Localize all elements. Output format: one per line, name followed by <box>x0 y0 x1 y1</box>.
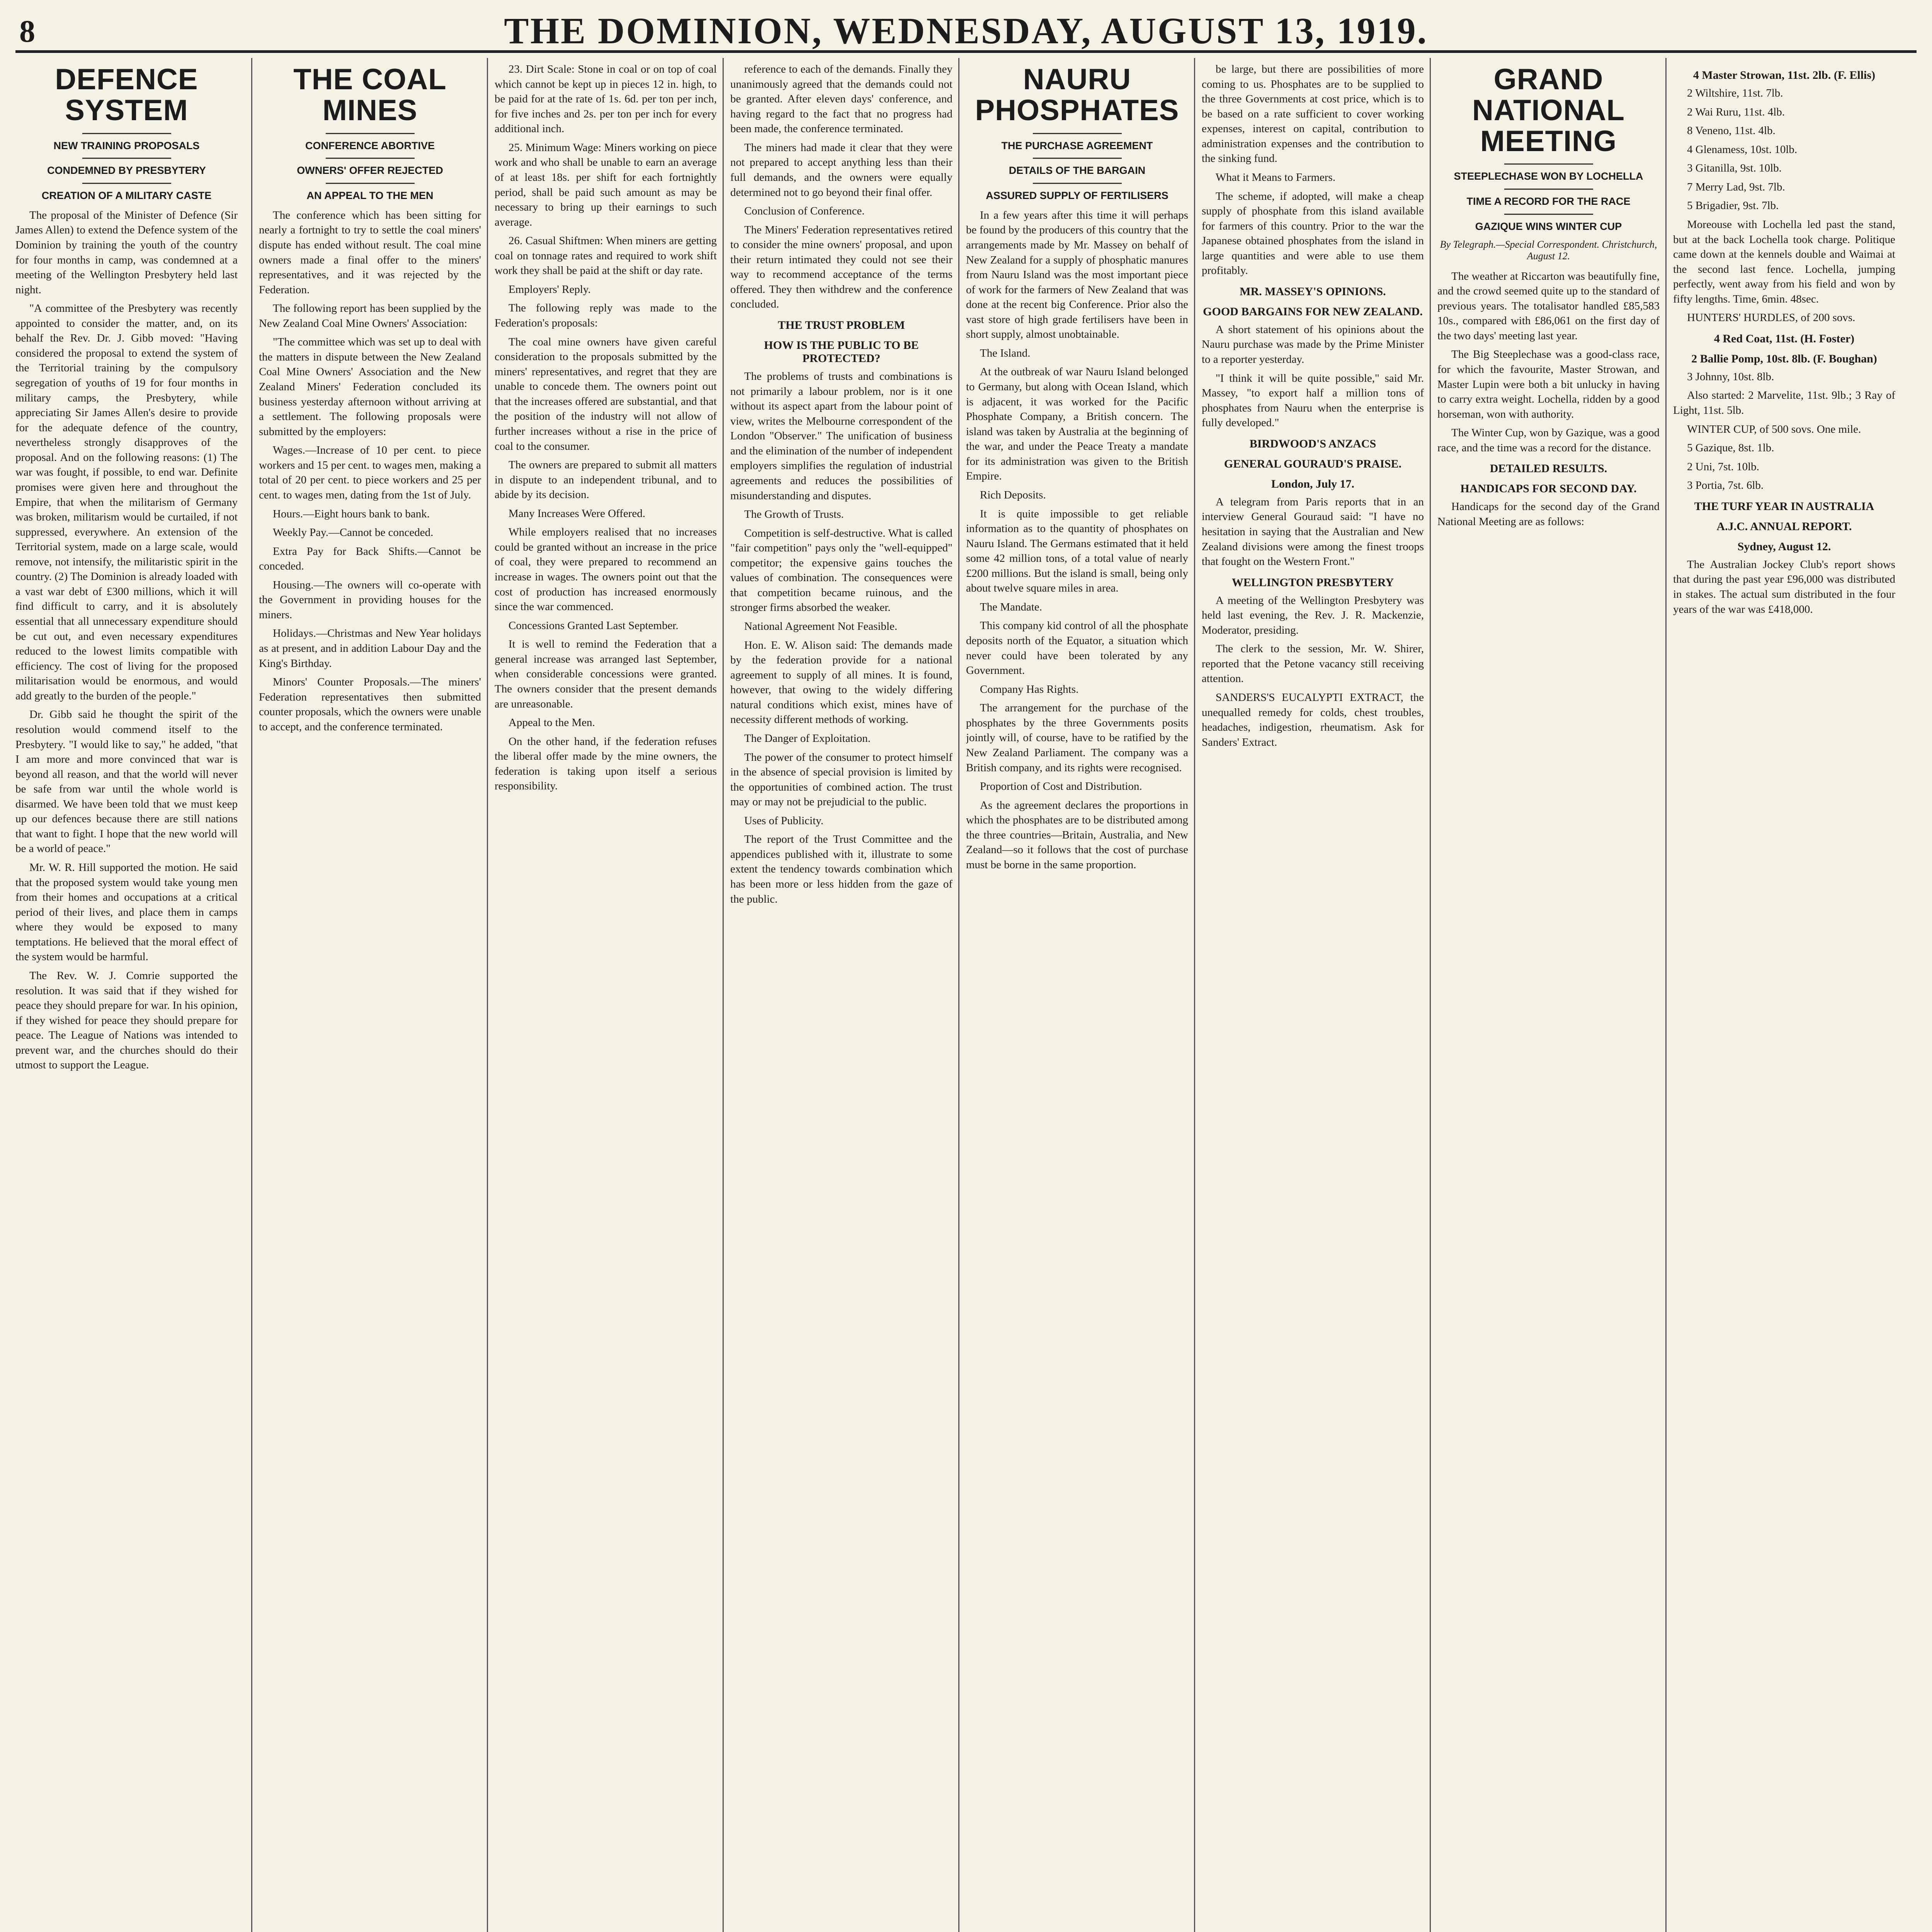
article-paragraph: While employers realised that no increases could be granted without an increase in the price of coal, they were prepared to recommend an increase in wages. The owners point out that the cost of production has increased enormously since the war commenced. <box>495 526 717 613</box>
article-paragraph: 3 Portia, 7st. 6lb. <box>1687 479 1764 492</box>
article-paragraph: The clerk to the session, Mr. W. Shirer, reported that the Petone vacancy still receiving attention. <box>1202 643 1424 685</box>
article-paragraph: Competition is self-destructive. What is called "fair competition" pays only the "well-equipped" competitor; the expensive gains touches the values of combination. The consequences were that competition became ruinous, and the stronger firms absorbed the weaker. <box>730 527 952 614</box>
article-deck: OWNERS' OFFER REJECTED <box>297 165 443 177</box>
article-paragraph: The weather at Riccarton was beautifully fine, and the crowd seemed quite up to the standard of previous years. The totalisator handled £85,583 10s., compared with £86,061 on the first day of the two days' meeting last year. <box>1437 270 1660 342</box>
article-deck: NEW TRAINING PROPOSALS <box>53 139 200 151</box>
article-paragraph: Appeal to the Men. <box>509 716 595 729</box>
article-paragraph: reference to each of the demands. Finally they unanimously agreed that the demands could not be granted. After eleven days' conference, and having regard to the fact that no progress had been made, the conference terminated. <box>730 63 952 135</box>
article-paragraph: The Rev. W. J. Comrie supported the resolution. It was said that if they wished for peace they should prepare for war. In his opinion, if they wished for peace they should prepare for peace. The League of Nations was intended to prevent war, and the churches should do their utmost to support the League. <box>15 969 238 1071</box>
article-paragraph: Employers' Reply. <box>509 283 591 296</box>
deck-divider <box>1504 214 1593 215</box>
subheading: HOW IS THE PUBLIC TO BE PROTECTED? <box>764 339 919 365</box>
article-paragraph: 4 Glenamess, 10st. 10lb. <box>1687 143 1798 156</box>
deck-divider <box>1033 158 1122 159</box>
article-paragraph: The owners are prepared to submit all matters in dispute to an independent tribunal, and to abide by its decision. <box>495 459 717 501</box>
article-paragraph: The scheme, if adopted, will make a cheap supply of phosphate from this island available for farmers of this country. Prior to the war the Japanese obtained phosphates from the island in large quantities and were able to use them profitably. <box>1202 190 1424 277</box>
subheading: BIRDWOOD'S ANZACS <box>1249 437 1376 450</box>
article-paragraph: Concessions Granted Last September. <box>509 619 679 632</box>
article-paragraph: 2 Wai Ruru, 11st. 4lb. <box>1687 105 1785 118</box>
article-paragraph: The Danger of Exploitation. <box>744 732 871 745</box>
subheading: GOOD BARGAINS FOR NEW ZEALAND. <box>1203 305 1423 318</box>
article-headline: NAURU PHOSPHATES <box>975 63 1179 127</box>
subheading: 2 Ballie Pomp, 10st. 8lb. (F. Boughan) <box>1691 352 1877 365</box>
article-paragraph: "I think it will be quite possible," said Mr. Massey, "to export half a million tons of phosphates from Nauru when the enterprise is fully developed." <box>1202 372 1424 429</box>
article-column <box>259 62 481 1932</box>
subheading: London, July 17. <box>1271 477 1355 490</box>
article-paragraph: Weekly Pay.—Cannot be conceded. <box>273 526 434 539</box>
deck-divider <box>82 183 171 184</box>
article-paragraph: Uses of Publicity. <box>744 814 824 827</box>
article-column <box>495 62 717 1932</box>
article-paragraph: A telegram from Paris reports that in an interview General Gouraud said: "I have no hesitation in saying that the Australian and New Zealand divisions were among the finest troops that fought on the Western Front." <box>1202 495 1424 568</box>
subheading: A.J.C. ANNUAL REPORT. <box>1716 520 1852 533</box>
article-paragraph: 5 Gazique, 8st. 1lb. <box>1687 442 1774 454</box>
deck-divider <box>1504 163 1593 165</box>
subheading: DETAILED RESULTS. <box>1490 462 1607 475</box>
article-column <box>730 62 952 1932</box>
article-deck: AN APPEAL TO THE MEN <box>306 190 434 202</box>
article-paragraph: be large, but there are possibilities of more coming to us. Phosphates are to be supplied to the three Governments at cost price, which is to be based on a rate sufficient to cover working expenses, interest on capital, contribution to administration expenses and the contribution to the sinking fund. <box>1202 63 1424 165</box>
article-paragraph: 26. Casual Shiftmen: When miners are getting coal on tonnage rates and required to work shift work they shall be paid at the shift or day rate. <box>495 235 717 277</box>
article-paragraph: Holidays.—Christmas and New Year holidays as at present, and in addition Labour Day and the King's Birthday. <box>259 627 481 670</box>
subheading: 4 Master Strowan, 11st. 2lb. (F. Ellis) <box>1693 69 1876 82</box>
article-deck: GAZIQUE WINS WINTER CUP <box>1475 220 1622 232</box>
article-headline: DEFENCE SYSTEM <box>55 63 198 127</box>
article-paragraph: The following report has been supplied by the New Zealand Coal Mine Owners' Association: <box>259 302 481 330</box>
column-rule <box>958 58 959 1932</box>
article-deck: THE PURCHASE AGREEMENT <box>1001 139 1153 151</box>
article-paragraph: WINTER CUP, of 500 sovs. One mile. <box>1687 423 1861 435</box>
column-rule <box>1194 58 1195 1932</box>
article-paragraph: What it Means to Farmers. <box>1216 171 1336 184</box>
article-paragraph: 3 Gitanilla, 9st. 10lb. <box>1687 162 1782 175</box>
column-rule <box>1665 58 1667 1932</box>
article-paragraph: 3 Johnny, 10st. 8lb. <box>1687 370 1774 383</box>
column-rule <box>1430 58 1431 1932</box>
article-paragraph: This company kid control of all the phosphate deposits north of the Equator, a situation which never could have been tolerated by any Government. <box>966 619 1188 677</box>
article-paragraph: 2 Wiltshire, 11st. 7lb. <box>1687 87 1783 99</box>
deck-divider <box>326 158 415 159</box>
deck-divider <box>82 133 171 134</box>
subheading: MR. MASSEY'S OPINIONS. <box>1240 285 1386 298</box>
article-paragraph: Mr. W. R. Hill supported the motion. He said that the proposed system would take young men from their homes and occupations at a critical period of their lives, and place them in camps where they would be exposed to many temptations. He believed that the moral effect of the system would be harmful. <box>15 861 238 963</box>
article-paragraph: The miners had made it clear that they were not prepared to accept anything less than their full demands, and the owners were equally determined not to go beyond their final offer. <box>730 141 952 199</box>
article-paragraph: The Growth of Trusts. <box>744 508 844 521</box>
article-paragraph: A short statement of his opinions about the Nauru purchase was made by the Prime Minister to a reporter yesterday. <box>1202 323 1424 366</box>
article-column <box>966 62 1188 1932</box>
article-paragraph: A meeting of the Wellington Presbytery was held last evening, the Rev. J. R. Mackenzie, Moderator, presiding. <box>1202 594 1424 636</box>
article-paragraph: 2 Uni, 7st. 10lb. <box>1687 460 1759 473</box>
subheading: THE TURF YEAR IN AUSTRALIA <box>1694 500 1874 513</box>
article-column <box>1673 62 1895 1932</box>
article-deck: DETAILS OF THE BARGAIN <box>1009 165 1146 177</box>
article-paragraph: The Island. <box>980 347 1031 359</box>
subheading: HANDICAPS FOR SECOND DAY. <box>1460 482 1637 495</box>
article-paragraph: The Mandate. <box>980 600 1043 613</box>
article-paragraph: Extra Pay for Back Shifts.—Cannot be conceded. <box>259 545 481 573</box>
article-paragraph: Rich Deposits. <box>980 488 1046 501</box>
article-paragraph: At the outbreak of war Nauru Island belonged to Germany, but along with Ocean Island, which is adjacent, it was worked for the Pacific Phosphate Company, a British concern. The island was taken by Australia at the beginning of the war, and under the Peace Treaty a mandate for its administration was given to the British Empire. <box>966 366 1188 483</box>
article-paragraph: The Miners' Federation representatives retired to consider the mine owners' proposal, and upon their return intimated they could not see their way to recommend acceptance of the terms offered. They then withdrew and the conference concluded. <box>730 223 952 311</box>
article-deck: CREATION OF A MILITARY CASTE <box>41 190 212 202</box>
article-paragraph: Hours.—Eight hours bank to bank. <box>273 507 430 520</box>
article-paragraph: National Agreement Not Feasible. <box>744 620 898 633</box>
article-paragraph: HUNTERS' HURDLES, of 200 sovs. <box>1687 311 1855 324</box>
masthead-title: THE DOMINION, WEDNESDAY, AUGUST 13, 1919. <box>504 10 1428 51</box>
article-paragraph: The conference which has been sitting for nearly a fortnight to try to settle the coal miners' dispute has ended without result. The coal mine owners made a final offer to the miners' representatives, and it was rejected by the Federation. <box>259 209 481 296</box>
article-paragraph: Housing.—The owners will co-operate with the Government in providing houses for the miners. <box>259 578 481 621</box>
article-paragraph: The Big Steeplechase was a good-class race, for which the favourite, Master Strowan, and Master Lupin were both a bit unlucky in having to carry extra weight. Lochella, ridden by a good horseman, won with authority. <box>1437 348 1660 420</box>
article-paragraph: The proposal of the Minister of Defence (Sir James Allen) to extend the Defence system of the Dominion by training the youth of the country for four months in camp, was condemned at a meeting of the Wellington Presbytery held last night. <box>15 209 238 296</box>
subheading: 4 Red Coat, 11st. (H. Foster) <box>1714 332 1855 345</box>
article-paragraph: Hon. E. W. Alison said: The demands made by the federation provide for a national agreement to supply of all mines. It is found, however, that owing to the widely differing natural conditions which exist, mines have of necessity different methods of working. <box>730 639 952 726</box>
article-paragraph: The coal mine owners have given careful consideration to the proposals submitted by the miners' representatives, and regret that they are unable to concede them. The owners point out that the increases offered are substantial, and that the position of the industry will not allow of further increases without a rise in the price of coal to the consumer. <box>495 335 717 452</box>
article-deck: TIME A RECORD FOR THE RACE <box>1466 196 1631 207</box>
article-paragraph: 8 Veneno, 11st. 4lb. <box>1687 124 1776 137</box>
article-deck: CONDEMNED BY PRESBYTERY <box>47 165 206 177</box>
deck-divider <box>326 133 415 134</box>
subheading: Sydney, August 12. <box>1737 540 1831 553</box>
article-paragraph: SANDERS'S EUCALYPTI EXTRACT, the unequalled remedy for colds, chest troubles, headaches, indigestion, rheumatism. Ask for Sanders' Extract. <box>1202 691 1424 748</box>
article-paragraph: Conclusion of Conference. <box>744 205 865 218</box>
article-paragraph: Handicaps for the second day of the Grand National Meeting are as follows: <box>1437 500 1660 528</box>
article-byline: By Telegraph.—Special Correspondent. Christchurch, August 12. <box>1440 238 1657 262</box>
article-paragraph: "A committee of the Presbytery was recently appointed to consider the matter, and, on its behalf the Rev. Dr. J. Gibb moved: "Having considered the proposal to extend the system of the Territorial training by the compulsory segregation of youths of 19 for four months in military camps, the Presbytery, while appreciating Sir James Allen's desire to provide for the adequate defence of the country, nevertheless strongly disapproves of the proposal. And on the following reasons: (1) The war was fought, if possible, to end war. Definite promises were given here and throughout the Empire, that when the militarism of Germany was broken, militarism would be curtailed, if not suppressed, everywhere. An extension of the Territorial system, made on a large scale, would remove, not intensify, the militaristic spirit in the country. (2) The Dominion is already loaded with a vast war debt of £300 millions, which it will find difficult to carry, and it is absolutely essential that all unnecessary expenditure should be cut out, and even necessary expenditures reduced to the lowest limits compatible with efficiency. The cost of living for the proposed militarisation would be enormous, and would add greatly to the burden of the people." <box>15 302 238 702</box>
article-column <box>15 62 238 1932</box>
article-column <box>1437 62 1660 1932</box>
deck-divider <box>1504 189 1593 190</box>
article-paragraph: In a few years after this time it will perhaps be found by the producers of this country that the arrangements made by Mr. Massey on behalf of New Zealand for a supply of phosphatic manures from Nauru Island was the most important piece of work for the farmers of New Zealand that was done at the recent big Conference. Prior also the vast store of high grade fertilisers have been in short supply, almost unobtainable. <box>966 209 1188 341</box>
masthead <box>15 8 1917 53</box>
article-paragraph: 7 Merry Lad, 9st. 7lb. <box>1687 180 1785 193</box>
article-paragraph: Minors' Counter Proposals.—The miners' Federation representatives then submitted counter proposals, which the owners were unable to accept, and the conference terminated. <box>259 676 481 733</box>
article-paragraph: Moreouse with Lochella led past the stand, but at the back Lochella took charge. Politique came down at the kennels double and Waimai at the second last fence. Lochella, jumping perfectly, went away from his field and won by fifty lengths. Time, 6min. 48sec. <box>1673 218 1895 305</box>
article-column <box>1202 62 1424 1932</box>
article-deck: STEEPLECHASE WON BY LOCHELLA <box>1454 170 1643 182</box>
article-paragraph: The problems of trusts and combinations is not primarily a labour problem, nor is it one without its aspect apart from the labour point of view, writes the Melbourne correspondent of the London "Observer." The unification of business and the elimination of the number of independent employers simplifies the regulation of industrial agreements and reduces the possibilities of misunderstanding and disputes. <box>730 370 952 502</box>
article-paragraph: The report of the Trust Committee and the appendices published with it, illustrate to some extent the tendency towards combination which has been more or less hidden from the gaze of the public. <box>730 833 952 905</box>
article-paragraph: Wages.—Increase of 10 per cent. to piece workers and 15 per cent. to wages men, making a total of 20 per cent. to piece workers and 25 per cent. to wages men, dating from the 1st of July. <box>259 444 481 501</box>
column-rule <box>723 58 724 1932</box>
article-paragraph: Company Has Rights. <box>980 683 1079 696</box>
article-paragraph: 23. Dirt Scale: Stone in coal or on top of coal which cannot be kept up in pieces 12 in. high, to be paid for at the rate of 1s. 6d. per ton per inch, for five inches and 2s. per ton per inch for every additional inch. <box>495 63 717 135</box>
article-paragraph: On the other hand, if the federation refuses the liberal offer made by the mine owners, the federation is taking upon itself a serious responsibility. <box>495 735 717 793</box>
page-number: 8 <box>19 14 35 49</box>
subheading: WELLINGTON PRESBYTERY <box>1231 576 1394 589</box>
article-paragraph: The Australian Jockey Club's report shows that during the past year £96,000 was distributed in stakes. The actual sum distributed in the four years of the war was £418,000. <box>1673 558 1895 616</box>
article-paragraph: The arrangement for the purchase of the phosphates by the three Governments posits jointly will, of course, have to be ratified by the New Zealand Parliament. The company was a British company, and its rights were recognised. <box>966 702 1188 774</box>
article-paragraph: 25. Minimum Wage: Miners working on piece work and who shall be unable to earn an average of at least 18s. per shift for each fortnightly period, shall be paid such amount as may be necessary to bring up their earnings to such average. <box>495 141 717 228</box>
article-deck: ASSURED SUPPLY OF FERTILISERS <box>986 190 1168 202</box>
article-paragraph: Dr. Gibb said he thought the spirit of the resolution would commend itself to the Presbytery. "I would like to say," he added, "that I am more and more convinced that war is beyond all reason, and that the world will never be safe from war until the whole world is disarmed. We have been told that we must keep up our defences because there are still nations that want to fight. I hope that the new world will be a world of peace." <box>15 708 238 855</box>
article-paragraph: "The committee which was set up to deal with the matters in dispute between the New Zealand Coal Mine Owners' Association and the New Zealand Miners' Federation concluded its business yesterday afternoon without arriving at a settlement. The following proposals were submitted by the employers: <box>259 336 481 438</box>
deck-divider <box>1033 183 1122 184</box>
subheading: GENERAL GOURAUD'S PRAISE. <box>1224 457 1402 470</box>
article-paragraph: It is quite impossible to get reliable information as to the quantity of phosphates on Nauru Island. The Germans estimated that it held some 42 million tons, of a total value of nearly £200 millions. But the island is small, being only about twelve square miles in area. <box>966 507 1188 595</box>
article-paragraph: The power of the consumer to protect himself in the absence of special provision is limited by the opportunities of combined action. The trust may or may not be prejudicial to the public. <box>730 751 952 808</box>
article-paragraph: Many Increases Were Offered. <box>509 507 646 520</box>
article-paragraph: Also started: 2 Marvelite, 11st. 9lb.; 3 Ray of Light, 11st. 5lb. <box>1673 389 1895 417</box>
article-headline: GRAND NATIONAL MEETING <box>1472 63 1625 158</box>
article-headline: THE COAL MINES <box>293 63 447 127</box>
column-rule <box>487 58 488 1932</box>
article-deck: CONFERENCE ABORTIVE <box>305 139 435 151</box>
subheading: THE TRUST PROBLEM <box>778 319 905 332</box>
article-paragraph: The Winter Cup, won by Gazique, was a good race, and the time was a record for the distance. <box>1437 427 1660 454</box>
deck-divider <box>326 183 415 184</box>
deck-divider <box>1033 133 1122 134</box>
deck-divider <box>82 158 171 159</box>
article-paragraph: It is well to remind the Federation that a general increase was arranged last September, when considerable concessions were granted. The owners consider that the present demands are unreasonable. <box>495 638 717 710</box>
article-paragraph: 5 Brigadier, 9st. 7lb. <box>1687 199 1779 212</box>
article-paragraph: As the agreement declares the proportions in which the phosphates are to be distributed among the three countries—Britain, Australia, and New Zealand—so it follows that the cost of purchase must be borne in the same proportion. <box>966 799 1188 871</box>
article-paragraph: The following reply was made to the Federation's proposals: <box>495 302 717 329</box>
article-paragraph: Proportion of Cost and Distribution. <box>980 780 1142 793</box>
column-rule <box>251 58 252 1932</box>
